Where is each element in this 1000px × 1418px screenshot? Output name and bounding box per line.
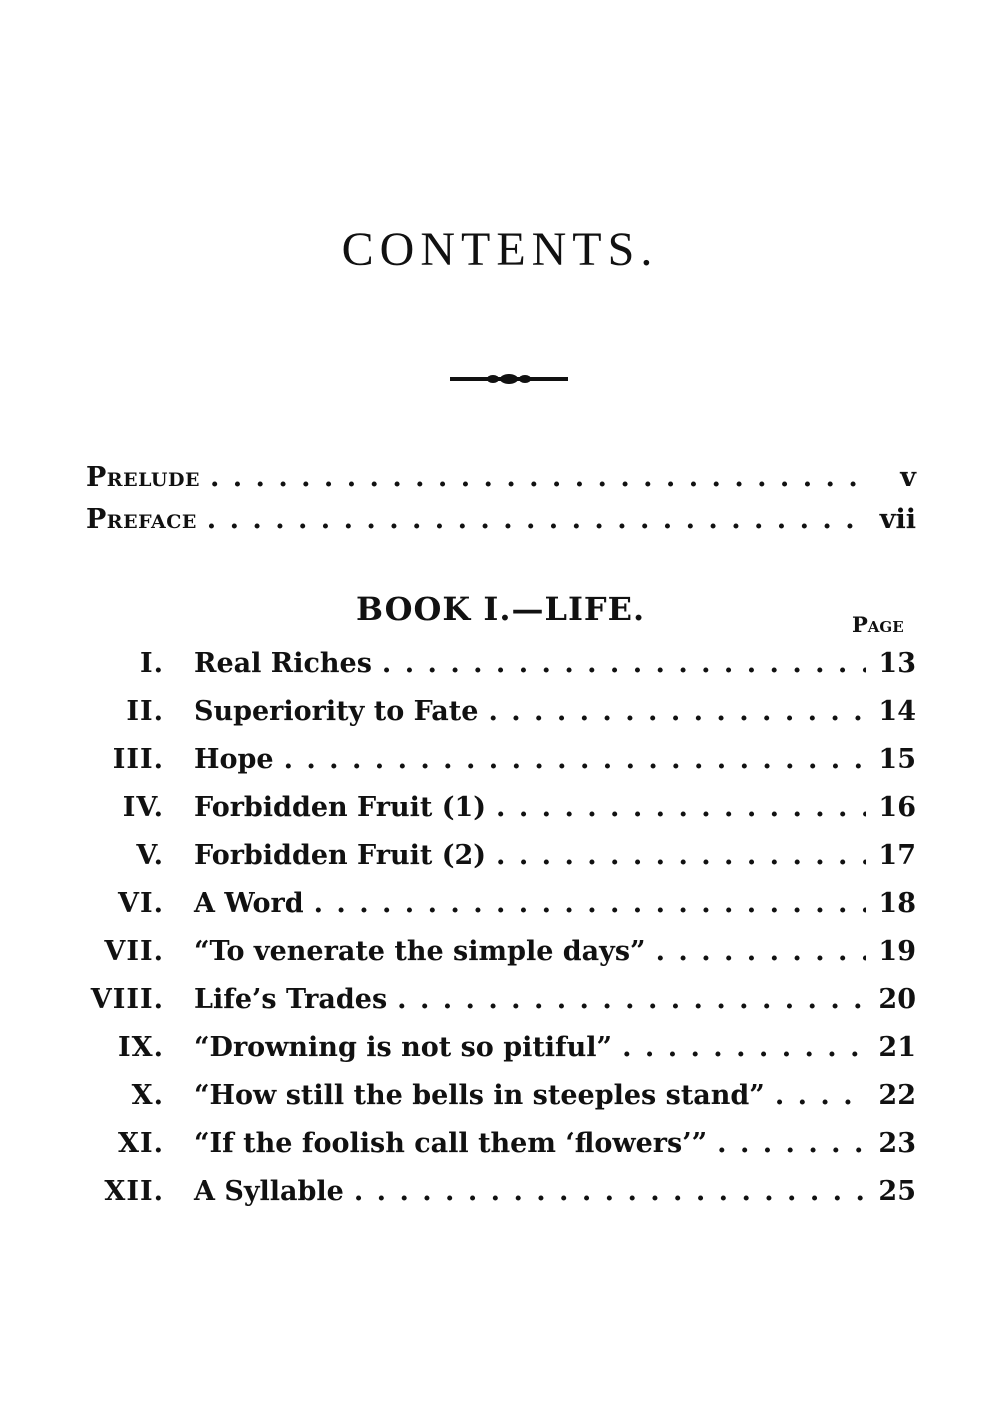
chapter-page: 13 bbox=[878, 648, 916, 679]
chapter-title: “Drowning is not so pitiful” bbox=[194, 1032, 613, 1063]
chapter-numeral: I. bbox=[139, 648, 164, 679]
chapter-page: 21 bbox=[878, 1032, 916, 1063]
toc-entry-prelude[interactable] bbox=[86, 462, 916, 493]
dot-leader bbox=[656, 936, 866, 967]
entry-page: v bbox=[900, 462, 916, 493]
chapter-title: Hope bbox=[194, 744, 274, 775]
dot-leader bbox=[496, 792, 866, 823]
toc-entry-chapter[interactable] bbox=[86, 1032, 916, 1063]
toc-entry-chapter[interactable] bbox=[86, 888, 916, 919]
dot-leader bbox=[314, 888, 866, 919]
chapter-numeral: IV. bbox=[122, 792, 164, 823]
dot-leader bbox=[717, 1128, 866, 1159]
chapter-title: “To venerate the simple days” bbox=[194, 936, 646, 967]
chapter-title: A Word bbox=[194, 888, 304, 919]
dot-leader bbox=[397, 984, 866, 1015]
chapter-numeral: VIII. bbox=[90, 984, 164, 1015]
chapter-title: Superiority to Fate bbox=[194, 696, 479, 727]
chapter-page: 22 bbox=[878, 1080, 916, 1111]
toc-entry-chapter[interactable] bbox=[86, 936, 916, 967]
toc-entry-chapter[interactable] bbox=[86, 840, 916, 871]
chapter-numeral: V. bbox=[136, 840, 164, 871]
toc-entry-chapter[interactable] bbox=[86, 648, 916, 679]
chapter-title: Forbidden Fruit (1) bbox=[194, 792, 487, 823]
entry-label: Preface bbox=[86, 504, 197, 535]
dot-leader bbox=[210, 462, 866, 493]
chapter-numeral: IX. bbox=[118, 1032, 164, 1063]
dot-leader bbox=[382, 648, 866, 679]
chapter-page: 16 bbox=[878, 792, 916, 823]
chapter-title: “How still the bells in steeples stand” bbox=[194, 1080, 765, 1111]
dot-leader bbox=[775, 1080, 866, 1111]
chapter-page: 17 bbox=[878, 840, 916, 871]
chapter-numeral: II. bbox=[126, 696, 164, 727]
toc-entry-chapter[interactable] bbox=[86, 1176, 916, 1207]
chapter-numeral: VII. bbox=[104, 936, 164, 967]
dot-leader bbox=[354, 1176, 866, 1207]
chapter-numeral: XI. bbox=[118, 1128, 164, 1159]
toc-entry-chapter[interactable] bbox=[86, 1080, 916, 1111]
page-column-heading: Page bbox=[852, 612, 904, 637]
toc-entry-chapter[interactable] bbox=[86, 744, 916, 775]
chapter-page: 14 bbox=[878, 696, 916, 727]
page-title: CONTENTS. bbox=[341, 223, 659, 276]
chapter-title: Life’s Trades bbox=[194, 984, 388, 1015]
book-heading: BOOK I.—LIFE. bbox=[356, 590, 646, 628]
dot-leader bbox=[207, 504, 866, 535]
chapter-page: 15 bbox=[878, 744, 916, 775]
toc-entry-chapter[interactable] bbox=[86, 792, 916, 823]
toc-entry-preface[interactable] bbox=[86, 504, 916, 535]
chapter-page: 18 bbox=[878, 888, 916, 919]
ornament-divider bbox=[448, 370, 570, 388]
entry-label: Prelude bbox=[86, 462, 200, 493]
chapter-page: 19 bbox=[878, 936, 916, 967]
chapter-page: 23 bbox=[878, 1128, 916, 1159]
chapter-title: Real Riches bbox=[194, 648, 372, 679]
toc-entry-chapter[interactable] bbox=[86, 1128, 916, 1159]
chapter-title: A Syllable bbox=[194, 1176, 344, 1207]
chapter-page: 20 bbox=[878, 984, 916, 1015]
chapter-numeral: III. bbox=[112, 744, 164, 775]
chapter-numeral: VI. bbox=[118, 888, 164, 919]
dot-leader bbox=[496, 840, 866, 871]
chapter-page: 25 bbox=[878, 1176, 916, 1207]
toc-entry-chapter[interactable] bbox=[86, 696, 916, 727]
dot-leader bbox=[622, 1032, 866, 1063]
dot-leader bbox=[284, 744, 866, 775]
toc-entry-chapter[interactable] bbox=[86, 984, 916, 1015]
chapter-numeral: X. bbox=[131, 1080, 164, 1111]
dot-leader bbox=[488, 696, 866, 727]
chapter-title: “If the foolish call them ‘flowers’” bbox=[194, 1128, 708, 1159]
chapter-title: Forbidden Fruit (2) bbox=[194, 840, 487, 871]
entry-page: vii bbox=[879, 504, 916, 535]
chapter-numeral: XII. bbox=[104, 1176, 164, 1207]
